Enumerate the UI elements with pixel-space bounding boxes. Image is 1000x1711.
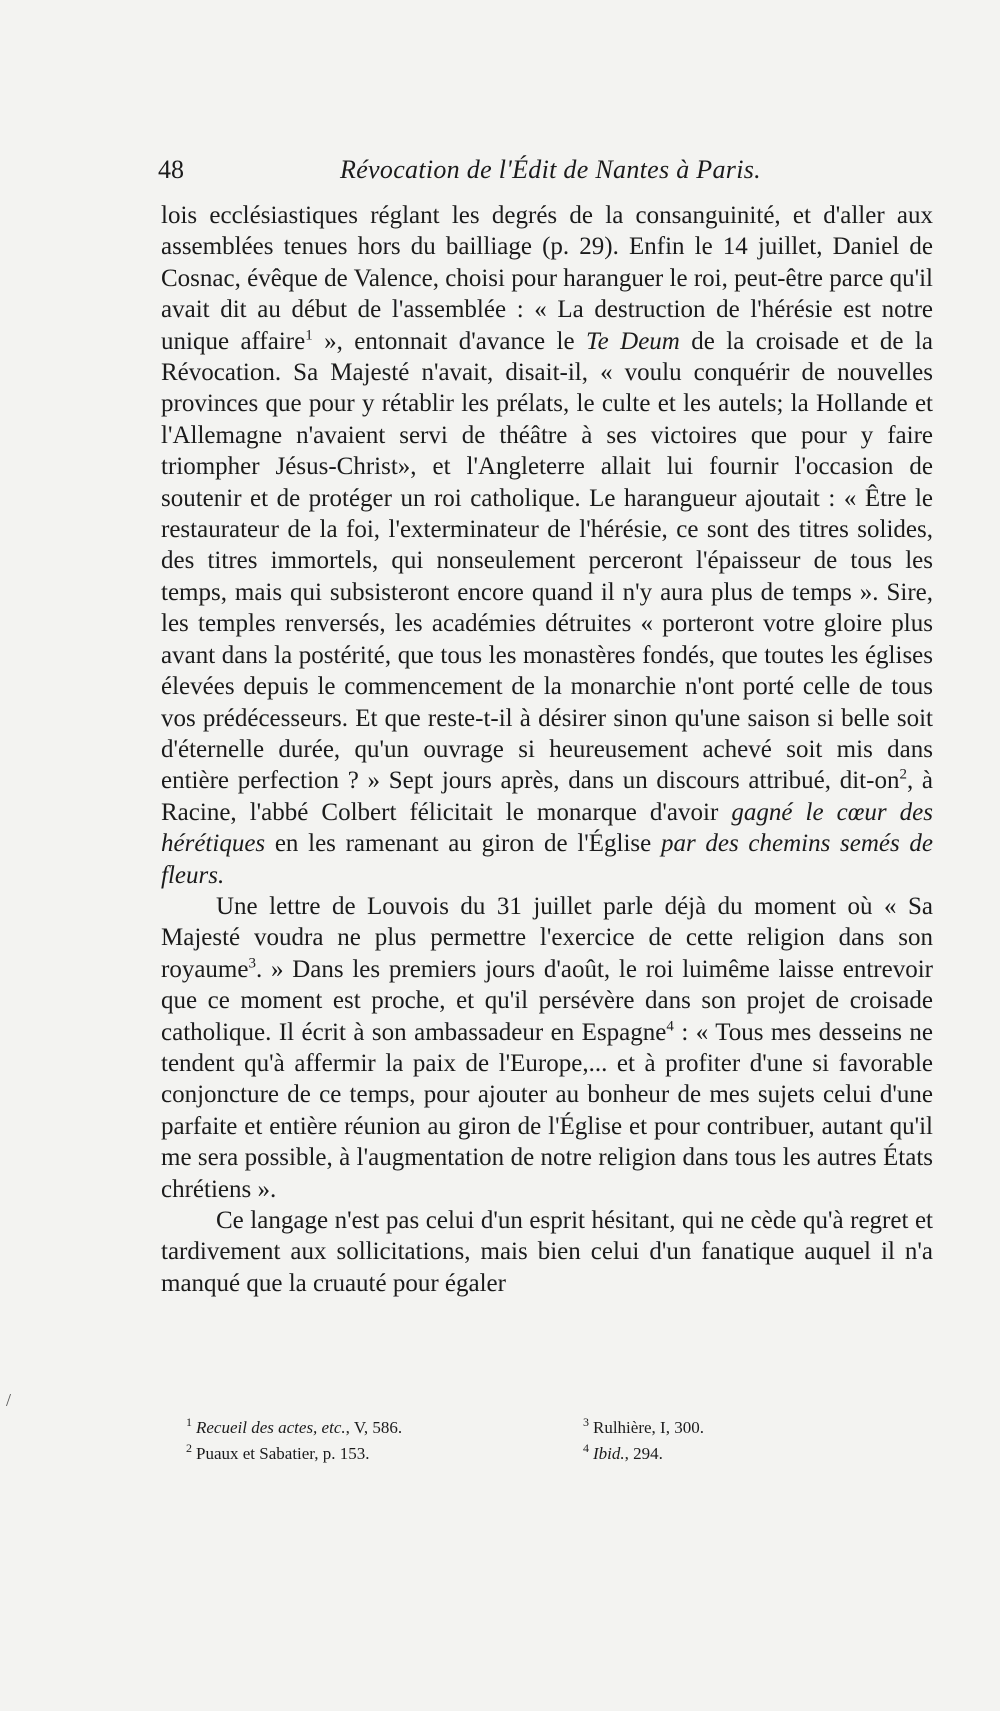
text-run: de la croisade et de la Révocation. Sa Majesté n'avait, disait-il, « voulu conquérir de nouvelles provinces que pour y rétablir les prélats, le culte et les autels; la Hollande et l'Allemagne n'avaient servi de théâtre à ses victoires que pour y faire triompher Jésus-Christ», et l'Angleterre allait lui fournir l'occasion de soutenir et de protéger un roi catholique. Le harangueur ajoutait : « Être le restaurateur de la foi, l'exterminateur de l'hérésie, ce sont des titres solides, des titres immortels, qui nonseulement perceront l'épaisseur de tous les temps, mais qui subsisteront encore quand il n'y aura plus de temps ». Sire, les temples renversés, les académies détruites « porteront votre gloire plus avant dans la postérité, que tous les monastères fondés, que toutes les églises élevées depuis le commencement de la monarchie n'ont porté celle de tous vos prédécesseurs. Et que reste-t-il à désirer sinon qu'une saison si belle soit d'éternelle durée, qu'un ouvrage si heureusement achevé soit mis dans entière perfection ? » Sept jours après, dans un discours attribué, dit-on [161,327,933,795]
text-run: Puaux et Sabatier, p. 153. [196,1444,370,1463]
italic-text: Te Deum [586,327,680,355]
body-text [161,200,933,1299]
footnote-reference: 1 [305,327,313,344]
text-run: Rulhière, I, 300. [593,1418,704,1437]
italic-text: Ibid. [593,1444,625,1463]
text-run: Une lettre de Louvois du 31 juillet parle déjà du moment où « Sa Majesté voudra ne plus permettre l'exercice de cette religion dans son royaume [161,892,933,983]
footnote-reference: 3 [248,955,256,972]
text-run: . » Dans les premiers jours d'août, le roi luimême laisse entrevoir que ce moment est proche, et qu'il persévère dans son projet de croisade catholique. Il écrit à son ambassadeur en Espagne [161,955,933,1046]
text-run: lois ecclésiastiques réglant les degrés de la consanguinité, et d'aller aux assemblées tenues hors du bailliage (p. 29). Enfin le 14 juillet, Daniel de Cosnac, évêque de Valence, choisi pour haranguer le roi, peut-être parce qu'il avait dit au début de l'assemblée : « La destruction de l'hérésie est notre unique affaire [161,202,933,355]
margin-mark: / [6,1390,12,1410]
text-run: », entonnait d'avance le [312,327,587,355]
page-number: 48 [158,155,184,184]
text-run: , à Racine, l'abbé Colbert félicitait le monarque d'avoir [161,767,933,826]
footnote-2 [186,1442,370,1466]
paragraph-2 [161,891,933,1205]
text-run: : « Tous mes desseins ne tendent qu'à affermir la paix de l'Europe,... et à profiter d'une si favorable conjoncture de ce temps, pour ajouter au bonheur de mes sujets celui d'une parfaite et entière réunion au giron de l'Église et pour contribuer, autant qu'il me sera possible, à l'augmentation de notre religion dans tous les autres États chrétiens ». [161,1018,933,1203]
footnote-3 [583,1416,704,1440]
footnote-number: 1 [186,1415,192,1430]
footnote-number: 3 [583,1415,589,1430]
paragraph-1 [161,200,933,891]
footnote-number: 2 [186,1441,192,1456]
text-run: , V, 586. [345,1418,403,1437]
footnote-number: 4 [583,1441,589,1456]
footnote-4 [583,1442,663,1466]
italic-text: gagné le cœur des hérétiques [161,798,933,858]
italic-text: Recueil des actes, etc. [196,1418,346,1437]
text-run: Ce langage n'est pas celui d'un esprit hésitant, qui ne cède qu'à regret et tardivement aux sollicitations, mais bien celui d'un fanatique auquel il n'a manqué que la cruauté pour égaler [161,1207,933,1297]
footnote-reference: 4 [666,1018,674,1035]
running-head [158,155,943,191]
footnote-reference: 2 [899,766,907,783]
paragraph-3 [161,1205,933,1299]
text-run: en les ramenant au giron de l'Église [265,830,661,858]
running-title: Révocation de l'Édit de Nantes à Paris. [340,155,761,184]
footnote-1 [186,1416,402,1440]
italic-text: par des chemins semés de fleurs. [161,830,933,889]
text-run: , 294. [624,1444,663,1463]
